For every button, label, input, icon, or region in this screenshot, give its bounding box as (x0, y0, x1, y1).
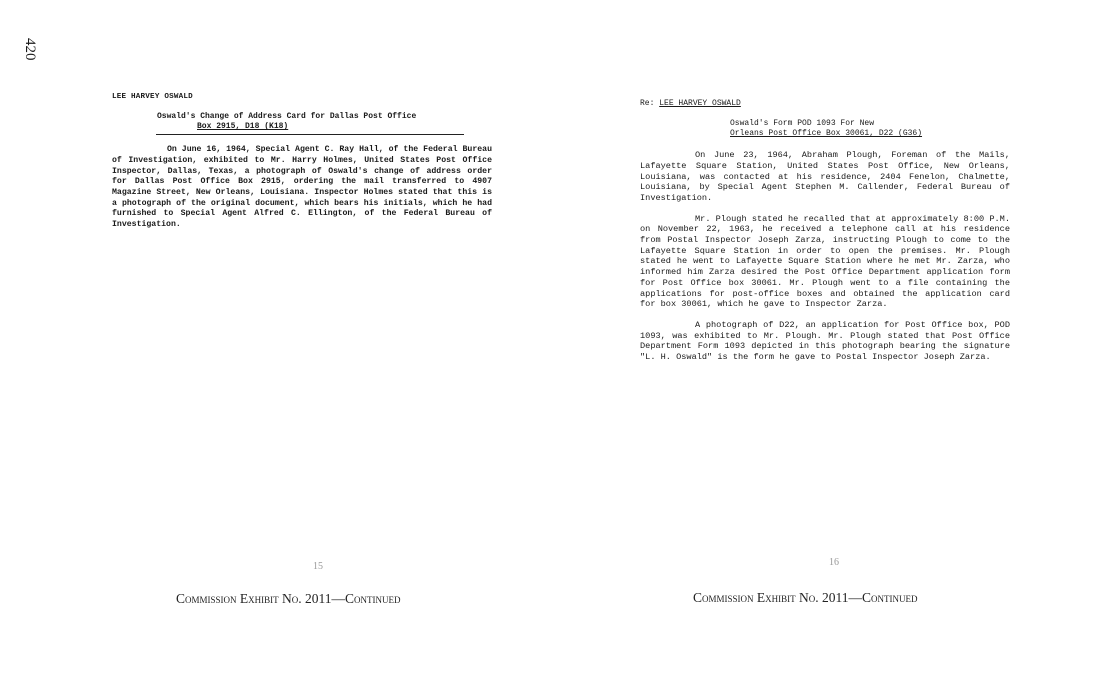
left-subject: LEE HARVEY OSWALD (112, 93, 193, 101)
right-paragraph-3: A photograph of D22, an application for Post Office box, POD 1093, was exhibited to Mr. Plough. Mr. Plough stated that Post Office Department Form 1093 depicted in this photograph bearing the signature "L. H. Oswald" is the form he gave to Postal Inspector Joseph Zarza. (640, 319, 1010, 363)
right-title-line2: Orleans Post Office Box 30061, D22 (G36) (730, 129, 923, 139)
left-title-rule (156, 134, 464, 135)
re-label: Re: (640, 99, 655, 108)
left-footer-mark: 15 (313, 561, 323, 572)
right-body-3 (640, 320, 1010, 363)
left-page (112, 92, 492, 231)
left-body (112, 145, 492, 231)
right-title (730, 119, 1010, 140)
page-number: 420 (22, 38, 38, 61)
left-footer-caption: Commission Exhibit No. 2011—Continued (176, 591, 401, 606)
right-page (640, 99, 1010, 363)
right-paragraph-1: On June 23, 1964, Abraham Plough, Foreman of the Mails, Lafayette Square Station, United States Post Office, New Orleans, Louisiana, was contacted at his residence, 2404 Fenelon, Chalmette, Louisiana, by Special Agent Stephen M. Callender, Federal Bureau of Investigation. (640, 150, 1010, 203)
left-title (157, 112, 492, 133)
right-re-line (640, 99, 1010, 110)
right-footer-mark: 16 (829, 557, 839, 568)
right-body (640, 150, 1010, 204)
right-title-line1: Oswald's Form POD 1093 For New (730, 118, 875, 128)
right-subject: LEE HARVEY OSWALD (659, 99, 741, 108)
right-footer-caption: Commission Exhibit No. 2011—Continued (693, 590, 918, 605)
left-title-line2: Box 2915, D18 (K18) (197, 122, 289, 132)
right-body-2 (640, 214, 1010, 310)
right-paragraph-2: Mr. Plough stated he recalled that at approximately 8:00 P.M. on November 22, 1963, he received a telephone call at his residence from Postal Inspector Joseph Zarza, instructing Plough to come to the Lafayette Square Station in order to open the premises. Mr. Plough stated he went to Lafayette Square Station where he met Mr. Zarza, who informed him Zarza desired the Post Office Department application form for Post Office box 30061. Mr. Plough went to a file containing the applications for post-office boxes and obtained the application card for box 30061, which he gave to Inspector Zarza. (640, 213, 1010, 310)
left-title-line1: Oswald's Change of Address Card for Dallas Post Office (157, 111, 417, 121)
left-body-paragraph: On June 16, 1964, Special Agent C. Ray Hall, of the Federal Bureau of Investigation, exhibited to Mr. Harry Holmes, United States Post Office Inspector, Dallas, Texas, a photograph of Oswald's change of address order for Dallas Post Office Box 2915, ordering the mail transferred to 4907 Magazine Street, New Orleans, Louisiana. Inspector Holmes stated that this is a photograph of the original document, which bears his initials, which he had furnished to Special Agent Alfred C. Ellington, of the Federal Bureau of Investigation. (112, 145, 492, 230)
